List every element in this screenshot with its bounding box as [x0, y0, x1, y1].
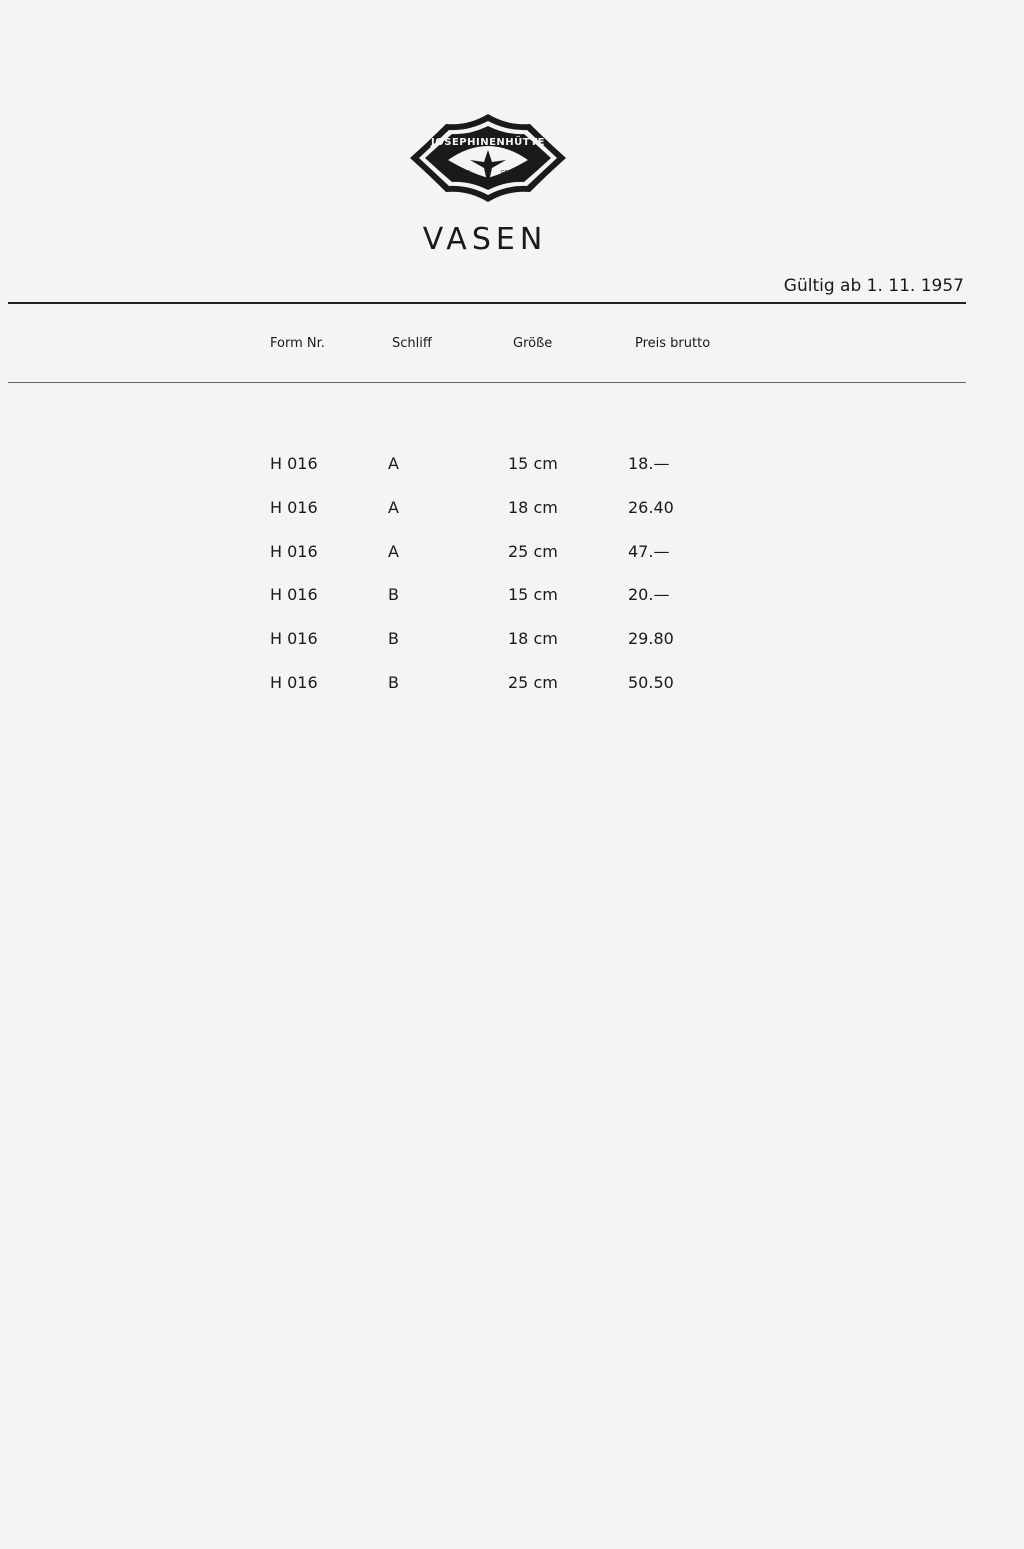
cell-form-nr: H 016	[270, 541, 318, 561]
cell-groesse: 25 cm	[508, 541, 558, 561]
table-row	[0, 629, 1024, 653]
cell-preis: 47.—	[628, 541, 670, 561]
page-title: VASEN	[422, 222, 548, 257]
cell-groesse: 25 cm	[508, 673, 558, 692]
cell-preis: 20.—	[628, 585, 670, 605]
cell-form-nr: H 016	[270, 673, 318, 692]
cell-preis: 26.40	[628, 497, 674, 517]
cell-preis: 18.—	[628, 454, 670, 473]
cell-schliff: A	[388, 497, 399, 517]
cell-groesse: 15 cm	[508, 585, 558, 605]
table-header	[0, 336, 1024, 360]
valid-from-date: Gültig ab 1. 11. 1957	[783, 276, 964, 296]
josephinenhuette-logo	[408, 112, 568, 204]
header-schliff: Schliff	[392, 336, 432, 351]
cell-schliff: B	[388, 629, 399, 649]
svg-text:GES.: GES.	[460, 170, 472, 176]
header-form-nr: Form Nr.	[270, 336, 325, 351]
table-row	[0, 498, 1024, 522]
cell-groesse: 18 cm	[508, 497, 558, 517]
cell-preis: 29.80	[628, 629, 674, 649]
svg-text:GESCH.: GESCH.	[500, 170, 520, 176]
header-preis: Preis brutto	[635, 336, 711, 351]
divider	[8, 382, 966, 383]
header-groesse: Größe	[513, 336, 553, 351]
cell-schliff: A	[388, 541, 399, 561]
cell-form-nr: H 016	[270, 629, 318, 649]
svg-text:JOSEPHINENHÜTTE: JOSEPHINENHÜTTE	[431, 137, 545, 148]
cell-form-nr: H 016	[270, 454, 318, 473]
table-row	[0, 673, 1024, 697]
cell-groesse: 15 cm	[508, 454, 558, 473]
table-row	[0, 454, 1024, 478]
cell-form-nr: H 016	[270, 497, 318, 517]
table-row	[0, 585, 1024, 609]
cell-schliff: B	[388, 673, 399, 692]
cell-form-nr: H 016	[270, 585, 318, 605]
cell-groesse: 18 cm	[508, 629, 558, 649]
cell-preis: 50.50	[628, 673, 674, 692]
cell-schliff: B	[388, 585, 399, 605]
divider	[8, 302, 966, 304]
cell-schliff: A	[388, 454, 399, 473]
table-row	[0, 542, 1024, 566]
